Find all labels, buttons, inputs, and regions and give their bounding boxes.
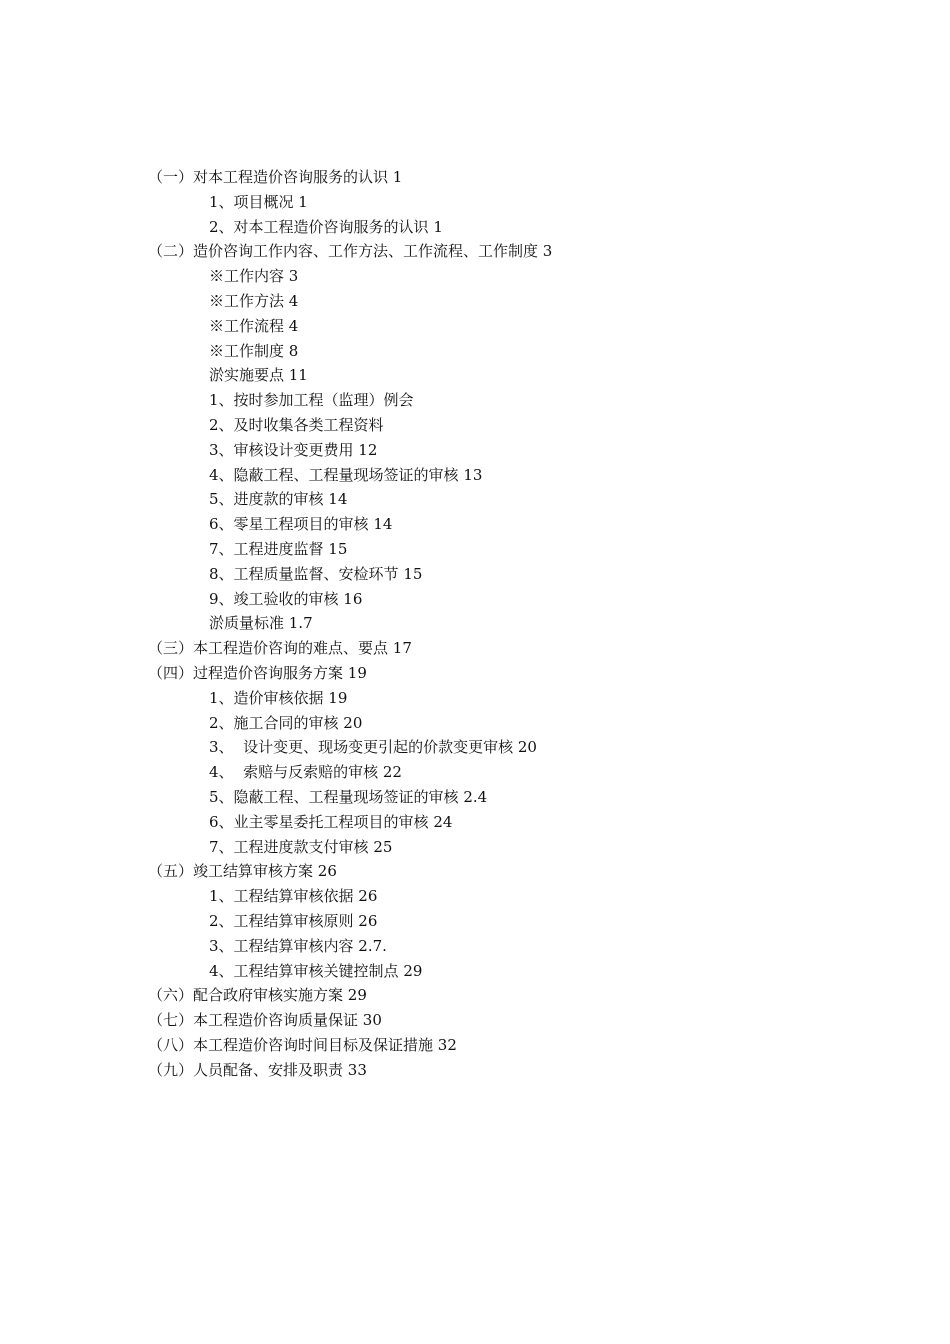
table-of-contents [148, 165, 848, 1082]
toc-subentry: 9、竣工验收的审核 16 [209, 589, 363, 608]
toc-subentry: 2、及时收集各类工程资料 [209, 415, 384, 434]
toc-entry: （一）对本工程造价咨询服务的认识 1 [148, 168, 403, 186]
toc-subentry: 1、项目概况 1 [209, 192, 308, 211]
toc-subentry: 1、按时参加工程（监理）例会 [209, 391, 414, 410]
toc-entry: （四）过程造价咨询服务方案 19 [148, 663, 367, 682]
toc-entry: （六）配合政府审核实施方案 29 [148, 986, 367, 1005]
toc-entry: （八）本工程造价咨询时间目标及保证措施 32 [148, 1035, 457, 1054]
toc-entry: （九）人员配备、安排及职责 33 [148, 1060, 367, 1079]
toc-subentry: 6、零星工程项目的审核 14 [209, 515, 393, 534]
toc-subentry: 5、隐蔽工程、工程量现场签证的审核 2.4 [209, 787, 488, 806]
toc-subentry: 6、业主零星委托工程项目的审核 24 [209, 812, 453, 831]
toc-subentry: 1、工程结算审核依据 26 [209, 887, 378, 906]
toc-subentry: 7、工程进度监督 15 [209, 539, 348, 558]
toc-subentry: 3、审核设计变更费用 12 [209, 440, 378, 459]
toc-subentry: 2、施工合同的审核 20 [209, 713, 363, 732]
toc-entry: （五）竣工结算审核方案 26 [148, 862, 337, 881]
toc-entry: （三）本工程造价咨询的难点、要点 17 [148, 639, 412, 658]
toc-subentry: 2、对本工程造价咨询服务的认识 1 [209, 217, 443, 236]
toc-subentry: 4、工程结算审核关键控制点 29 [209, 961, 423, 980]
toc-subentry: 3、工程结算审核内容 2.7. [209, 936, 387, 955]
toc-subentry: 5、进度款的审核 14 [209, 490, 348, 509]
toc-subentry: ※工作制度 8 [209, 341, 299, 360]
toc-subentry: 8、工程质量监督、安检环节 15 [209, 564, 423, 583]
toc-subentry: ※工作流程 4 [209, 316, 299, 335]
toc-subentry: 2、工程结算审核原则 26 [209, 911, 378, 930]
toc-entry: （七）本工程造价咨询质量保证 30 [148, 1011, 382, 1030]
toc-subentry: 1、造价审核依据 19 [209, 688, 348, 707]
toc-entry: （二）造价咨询工作内容、工作方法、工作流程、工作制度 3 [148, 242, 553, 261]
toc-subentry: 淤实施要点 11 [209, 366, 308, 385]
toc-subentry: 4、隐蔽工程、工程量现场签证的审核 13 [209, 465, 483, 484]
toc-subentry: ※工作内容 3 [209, 267, 299, 286]
toc-subentry: 淤质量标准 1.7 [209, 614, 313, 633]
toc-subentry: 7、工程进度款支付审核 25 [209, 837, 393, 856]
toc-subentry: 4、 索赔与反索赔的审核 22 [209, 763, 402, 782]
toc-subentry: ※工作方法 4 [209, 291, 299, 310]
toc-subentry: 3、 设计变更、现场变更引起的价款变更审核 20 [209, 738, 537, 757]
